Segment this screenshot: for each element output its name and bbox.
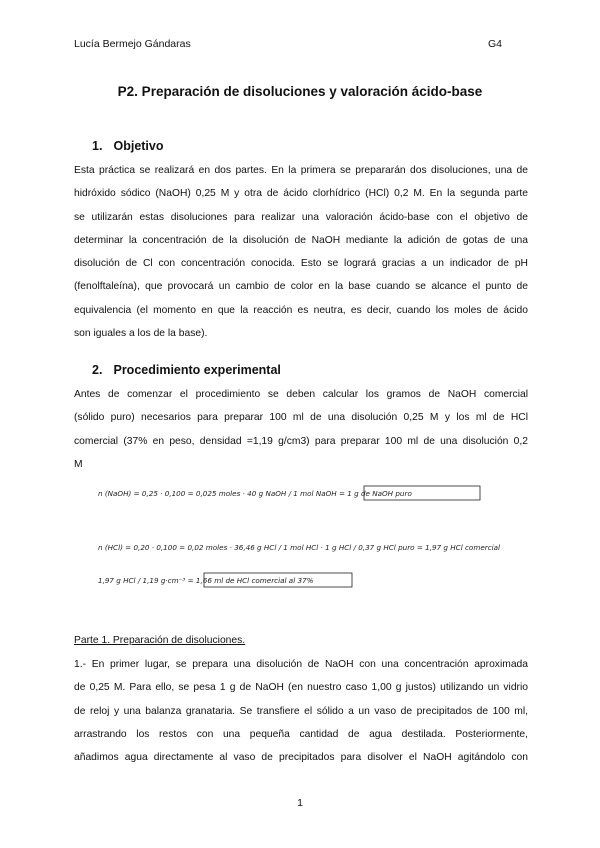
- section1-paragraph: [74, 159, 528, 345]
- handwritten-eq-hcl: n (HCl) = 0,20 · 0,100 = 0,02 moles · 36,46 g HCl / 1 mol HCl · 1 g HCl / 0,37 g HCl puro = 1,97 g HCl comercial: [98, 543, 501, 552]
- document-title: P2. Preparación de disoluciones y valoración ácido-base: [117, 84, 483, 99]
- paragraph-line: 1.- En primer lugar, se prepara una disolución de NaOH con una concentración aproximada: [74, 659, 528, 670]
- paragraph-line: arrastrando los restos con una pequeña cantidad de agua destilada. Posteriormente,: [74, 728, 528, 740]
- section2-paragraph: [74, 383, 528, 476]
- part1-paragraph: [74, 653, 528, 769]
- paragraph-line: son iguales a los de la base).: [74, 328, 208, 340]
- section-heading-procedimiento: [92, 363, 281, 377]
- handwritten-eq-volume: 1,97 g HCl / 1,19 g·cm⁻³ = 1,66 ml de HCl comercial al 37%: [98, 576, 314, 585]
- part1-subheading: Parte 1. Preparación de disoluciones.: [74, 635, 246, 646]
- paragraph-line: de 0,25 M. Para ello, se pesa 1 g de NaOH (en nuestro caso 1,00 g justos) utilizando un vidrio: [74, 682, 528, 694]
- section-number: 2.: [92, 363, 103, 377]
- paragraph-line: Esta práctica se realizará en dos partes. En la primera se prepararán dos disoluciones, una de: [74, 165, 528, 176]
- paragraph-line: comercial (37% en peso, densidad =1,19 g/cm3) para preparar 100 ml de una disolución 0,2: [74, 435, 528, 447]
- header-group: G4: [488, 38, 503, 50]
- handwritten-eq-naoh: n (NaOH) = 0,25 · 0,100 = 0,025 moles · 40 g NaOH / 1 mol NaOH = 1 g de NaOH puro: [98, 489, 412, 498]
- page-number: 1: [297, 797, 303, 809]
- paragraph-line: de reloj y una balanza granataria. Se transfiere el sólido a un vaso de precipitados de 100 ml,: [74, 705, 528, 717]
- section-title: Objetivo: [113, 139, 164, 153]
- paragraph-line: se utilizarán estas disoluciones para realizar una valoración ácido-base con el objetivo de: [74, 211, 528, 223]
- paragraph-line: (sólido puro) necesarios para preparar 100 ml de una disolución 0,25 M y los ml de HCl: [74, 412, 528, 424]
- paragraph-line: M: [74, 458, 83, 470]
- section-heading-objetivo: [92, 139, 164, 153]
- paragraph-line: (fenolftaleína), que provocará un cambio de color en la base cuando se alcance el punto de: [74, 281, 528, 293]
- header-author: Lucía Bermejo Gándaras: [74, 38, 191, 50]
- paragraph-line: añadimos agua directamente al vaso de precipitados para disolver el NaOH agitándolo con: [74, 752, 528, 764]
- paragraph-line: determinar la concentración de la disolución de NaOH mediante la adición de gotas de una: [74, 234, 528, 246]
- paragraph-line: hidróxido sódico (NaOH) 0,25 M y otra de ácido clorhídrico (HCl) 0,2 M. En la segunda parte: [74, 188, 528, 200]
- paragraph-line: Antes de comenzar el procedimiento se deben calcular los gramos de NaOH comercial: [74, 389, 528, 400]
- section-number: 1.: [92, 139, 103, 153]
- handwritten-calculations: [96, 478, 516, 598]
- paragraph-line: equivalencia (el momento en que la reacción es neutra, es decir, cuando los moles de ácido: [74, 304, 528, 316]
- section-title: Procedimiento experimental: [113, 363, 281, 377]
- paragraph-line: disolución de Cl con concentración conocida. Esto se logrará gracias a un indicador de pH: [74, 258, 528, 270]
